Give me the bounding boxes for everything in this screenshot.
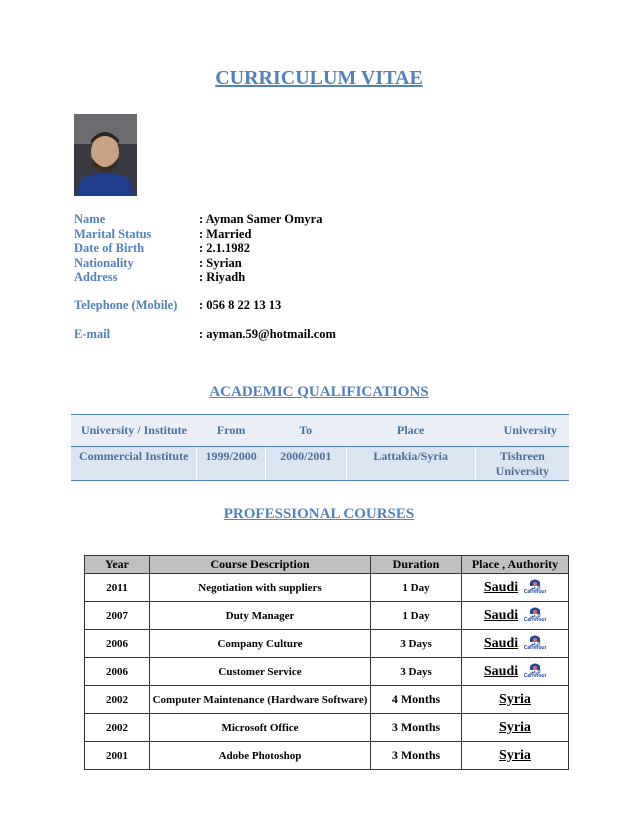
email-label: E-mail xyxy=(74,327,111,341)
carrefour-logo-icon xyxy=(524,607,546,625)
personal-info-label: Name xyxy=(74,212,106,226)
course-place-text: Saudi xyxy=(483,607,519,623)
personal-info-label: Address xyxy=(74,270,118,284)
course-description: Customer Service xyxy=(150,658,371,686)
course-duration: 1 Day xyxy=(371,602,462,630)
courses-table xyxy=(84,555,569,770)
course-row xyxy=(85,686,569,714)
courses-body xyxy=(85,574,569,770)
course-row xyxy=(85,602,569,630)
personal-info-value: : Riyadh xyxy=(199,270,246,284)
course-place xyxy=(464,579,566,597)
logo-arabic-text: كارفور xyxy=(529,668,541,674)
courses-heading: PROFESSIONAL COURSES xyxy=(223,506,415,522)
academic-cell: Lattakia/Syria xyxy=(346,447,475,481)
personal-info-label: Nationality xyxy=(74,255,134,270)
course-place-text: Syria xyxy=(499,691,531,707)
course-duration: 3 Months xyxy=(371,742,462,770)
logo-text: Carrefour xyxy=(523,616,547,623)
course-year: 2002 xyxy=(85,686,150,714)
course-place-text: Syria xyxy=(499,719,531,735)
course-place-cell xyxy=(462,686,569,714)
carrefour-logo-icon xyxy=(524,635,546,653)
academic-cell: 1999/2000 xyxy=(197,447,265,481)
course-place-text: Saudi xyxy=(483,663,519,679)
course-place xyxy=(464,692,566,708)
carrefour-logo-icon xyxy=(524,579,546,597)
course-description: Microsoft Office xyxy=(150,714,371,742)
course-row xyxy=(85,742,569,770)
course-row xyxy=(85,574,569,602)
course-duration: 3 Days xyxy=(371,658,462,686)
course-place-cell xyxy=(462,602,569,630)
telephone-value: : 056 8 22 13 13 xyxy=(199,298,282,312)
course-description: Computer Maintenance (Hardware Software) xyxy=(150,686,371,714)
course-place xyxy=(464,720,566,736)
course-place-text: Syria xyxy=(499,747,531,763)
course-place-text: Saudi xyxy=(483,579,519,595)
courses-header: Place , Authority xyxy=(462,556,569,574)
course-row xyxy=(85,630,569,658)
logo-arabic-text: كارفور xyxy=(529,612,541,618)
personal-info-value: : Syrian xyxy=(199,255,242,270)
course-year: 2002 xyxy=(85,714,150,742)
course-place-cell xyxy=(462,714,569,742)
course-description: Company Culture xyxy=(150,630,371,658)
course-duration: 4 Months xyxy=(371,686,462,714)
academic-cell: Tishreen University xyxy=(475,447,569,481)
personal-info-value: : Married xyxy=(199,226,252,241)
academic-header: University xyxy=(475,415,569,447)
logo-text: Carrefour xyxy=(523,672,547,679)
course-year: 2011 xyxy=(85,574,150,602)
course-place xyxy=(464,748,566,764)
personal-info-value: : Ayman Samer Omyra xyxy=(199,212,323,226)
course-duration: 3 Months xyxy=(371,714,462,742)
course-row xyxy=(85,658,569,686)
course-place-cell xyxy=(462,630,569,658)
course-year: 2006 xyxy=(85,630,150,658)
course-place-text: Saudi xyxy=(483,635,519,651)
academic-table xyxy=(71,414,569,481)
course-row xyxy=(85,714,569,742)
logo-arabic-text: كارفور xyxy=(529,584,541,590)
logo-text: Carrefour xyxy=(523,588,547,595)
telephone-label: Telephone (Mobile) xyxy=(74,298,178,312)
personal-info-label: Marital Status xyxy=(74,226,152,241)
courses-header: Course Description xyxy=(150,556,371,574)
courses-header: Duration xyxy=(371,556,462,574)
course-place-cell xyxy=(462,574,569,602)
course-place xyxy=(464,635,566,653)
course-description: Duty Manager xyxy=(150,602,371,630)
profile-photo xyxy=(74,114,137,196)
carrefour-logo-icon xyxy=(524,663,546,681)
course-description: Adobe Photoshop xyxy=(150,742,371,770)
academic-cell: Commercial Institute xyxy=(71,447,197,481)
course-place-cell xyxy=(462,658,569,686)
document-title: CURRICULUM VITAE xyxy=(215,67,423,89)
academic-header: From xyxy=(197,415,265,447)
academic-header: Place xyxy=(346,415,475,447)
course-year: 2001 xyxy=(85,742,150,770)
courses-header-row xyxy=(85,556,569,574)
courses-header: Year xyxy=(85,556,150,574)
course-year: 2007 xyxy=(85,602,150,630)
academic-header: To xyxy=(265,415,346,447)
academic-header: University / Institute xyxy=(71,415,197,447)
personal-info-label: Date of Birth xyxy=(74,241,145,255)
academic-cell: 2000/2001 xyxy=(265,447,346,481)
logo-text: Carrefour xyxy=(523,644,547,651)
course-place xyxy=(464,663,566,681)
course-year: 2006 xyxy=(85,658,150,686)
course-description: Negotiation with suppliers xyxy=(150,574,371,602)
course-duration: 3 Days xyxy=(371,630,462,658)
course-duration: 1 Day xyxy=(371,574,462,602)
course-place-cell xyxy=(462,742,569,770)
academic-heading: ACADEMIC QUALIFICATIONS xyxy=(209,384,429,400)
course-place xyxy=(464,607,566,625)
personal-info-value: : 2.1.1982 xyxy=(199,241,251,255)
email-value: : ayman.59@hotmail.com xyxy=(199,327,336,341)
academic-header-row xyxy=(71,415,569,447)
logo-arabic-text: كارفور xyxy=(529,640,541,646)
academic-row xyxy=(71,447,569,481)
